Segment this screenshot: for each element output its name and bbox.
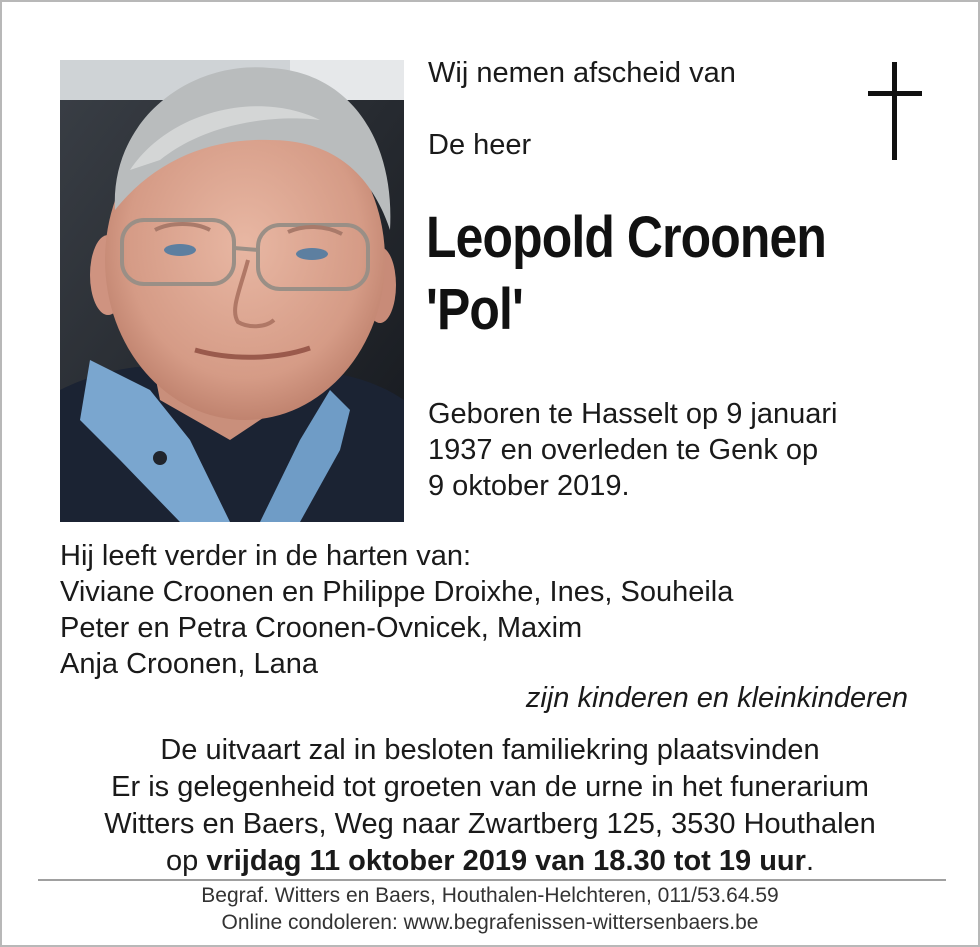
funeral-line-4 [2,843,978,880]
funeral-line-4-suffix: . [805,845,814,877]
birth-death-info [428,396,888,504]
funeral-line-4-prefix: op [166,845,207,877]
title-text: De heer [428,129,532,161]
cross-icon [864,62,926,162]
relation-text: zijn kinderen en kleinkinderen [525,682,908,714]
mourner-line: Anja Croonen, Lana [60,648,318,680]
funeral-date-time: vrijdag 11 oktober 2019 van 18.30 tot 19 uur [206,845,806,877]
birth-line-3: 9 oktober 2019. [428,470,630,502]
mourners-heading: Hij leeft verder in de harten van: [60,540,472,572]
footer-funeral-home: Begraf. Witters en Baers, Houthalen-Helchteren, 011/53.64.59 [201,884,779,907]
intro-text: Wij nemen afscheid van [428,57,736,89]
nickname: 'Pol' [426,277,524,342]
funeral-line-2: Er is gelegenheid tot groeten van de urne in het funerarium [111,771,869,803]
mourner-line: Peter en Petra Croonen-Ovnicek, Maxim [60,612,583,644]
footer-divider [38,879,946,881]
birth-line-1: Geboren te Hasselt op 9 januari [428,398,838,430]
name-line-1: Leopold Croonen [426,205,826,270]
funeral-line-3: Witters en Baers, Weg naar Zwartberg 125, 3530 Houthalen [104,808,876,840]
funeral-line-1: De uitvaart zal in besloten familiekring plaatsvinden [160,734,820,766]
footer-condolence-link[interactable]: Online condoleren: www.begrafenissen-wittersenbaers.be [221,911,759,934]
funeral-info [2,732,978,880]
portrait-photo [60,60,404,522]
mourners-list [60,538,733,682]
deceased-name [426,202,826,346]
mourner-line: Viviane Croonen en Philippe Droixhe, Ines, Souheila [60,576,734,608]
birth-line-2: 1937 en overleden te Genk op [428,434,819,466]
footer [2,882,978,936]
